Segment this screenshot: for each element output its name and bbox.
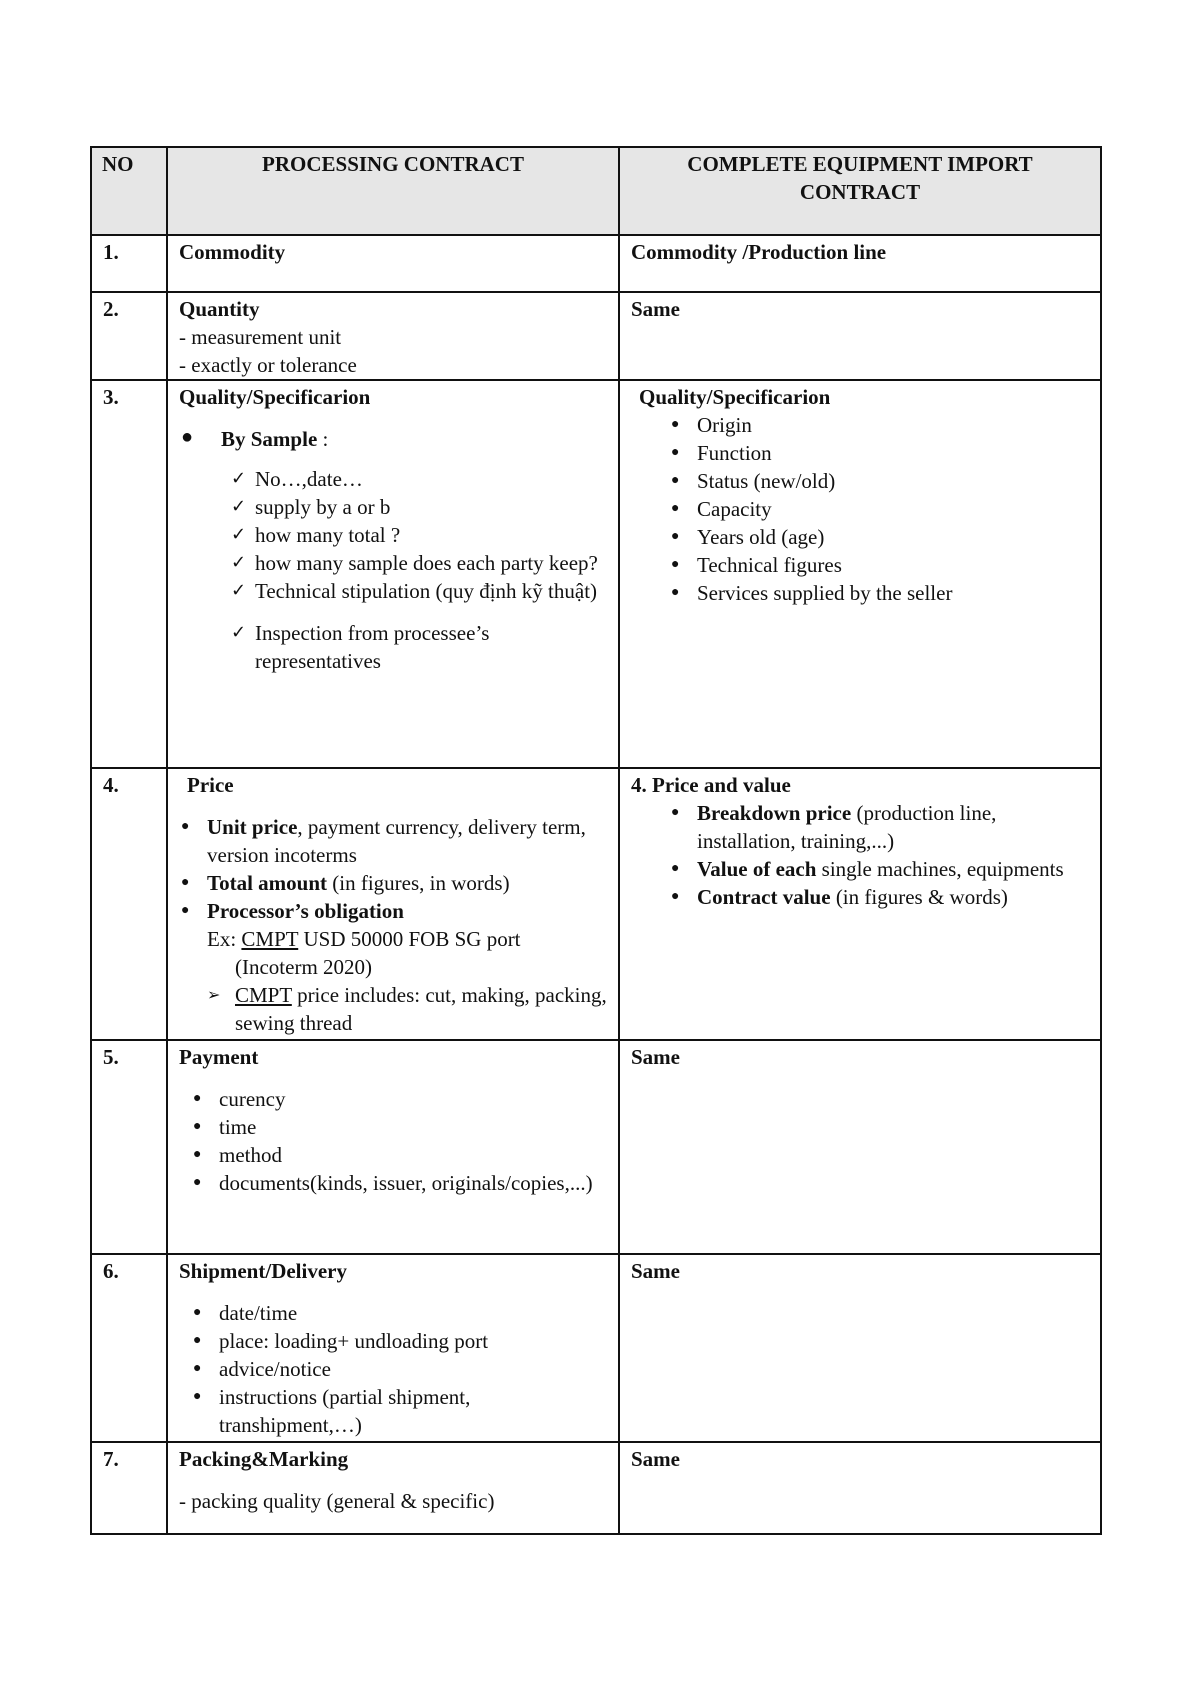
table-row	[91, 768, 1101, 1040]
row-number: 3.	[91, 380, 167, 768]
table-row	[91, 292, 1101, 380]
price-example	[179, 925, 607, 1037]
payment-list	[191, 1085, 607, 1197]
list-item: ✓ Technical stipulation (quy định kỹ thuật)	[231, 577, 607, 605]
list-item: ● Technical figures	[669, 551, 1089, 579]
quality-right-cell	[619, 380, 1101, 768]
table-row	[91, 380, 1101, 768]
price-cell	[167, 768, 619, 1040]
list-item: ● time	[191, 1113, 607, 1141]
row-number: 7.	[91, 1442, 167, 1534]
example-cmpt: CMPT	[241, 927, 299, 951]
by-sample-list	[179, 425, 607, 453]
list-item: ● Years old (age)	[669, 523, 1089, 551]
row-title-payment: Payment	[179, 1045, 259, 1069]
table-row	[91, 1254, 1101, 1442]
processor-obligation-label: Processor’s obligation	[207, 899, 404, 923]
list-item: ✓ supply by a or b	[231, 493, 607, 521]
list-item	[179, 425, 607, 453]
list-item	[669, 855, 1089, 883]
same-text: Same	[619, 1040, 1101, 1254]
row-title-quality: Quality/Specificarion	[179, 385, 371, 409]
list-item: ● date/time	[191, 1299, 607, 1327]
row-title-shipment: Shipment/Delivery	[179, 1259, 347, 1283]
price-right-cell	[619, 768, 1101, 1040]
list-item: ● documents(kinds, issuer, originals/copies,...)	[191, 1169, 607, 1197]
right-title-commodity: Commodity /Production line	[619, 235, 1101, 292]
list-item: ● Status (new/old)	[669, 467, 1089, 495]
row-number: 1.	[91, 235, 167, 292]
contract-value-text: (in figures & words)	[830, 885, 1008, 909]
list-item	[179, 897, 607, 925]
list-item: ● advice/notice	[191, 1355, 607, 1383]
example-prefix: Ex:	[207, 927, 242, 951]
list-item: ● Capacity	[669, 495, 1089, 523]
total-amount-text: (in figures, in words)	[327, 871, 510, 895]
row-title-price: Price	[187, 773, 234, 797]
breakdown-label: Breakdown price	[697, 801, 852, 825]
same-text: Same	[619, 292, 1101, 380]
example-text: USD 50000 FOB SG port	[298, 927, 521, 951]
example-continuation: (Incoterm 2020)	[235, 955, 373, 979]
row-title-commodity: Commodity	[167, 235, 619, 292]
list-item: ● Origin	[669, 411, 1089, 439]
list-item	[669, 799, 1089, 855]
list-item: ● Function	[669, 439, 1089, 467]
list-item: ✓ Inspection from processee’s representatives	[231, 619, 607, 675]
right-title-quality: Quality/Specificarion	[639, 385, 831, 409]
list-item: ● instructions (partial shipment, transhipment,…)	[191, 1383, 607, 1439]
unit-price-text: , payment currency, delivery term, version incoterms	[207, 815, 586, 867]
same-text: Same	[619, 1254, 1101, 1442]
shipment-cell	[167, 1254, 619, 1442]
header-row	[91, 147, 1101, 235]
total-amount-label: Total amount	[207, 871, 328, 895]
quality-cell	[167, 380, 619, 768]
example-line	[207, 925, 607, 953]
value-each-label: Value of each	[697, 857, 817, 881]
row-number: 5.	[91, 1040, 167, 1254]
arrow-cmpt: CMPT	[235, 983, 292, 1007]
header-no: NO	[91, 147, 167, 235]
payment-cell	[167, 1040, 619, 1254]
table-row	[91, 235, 1101, 292]
list-item: ● Services supplied by the seller	[669, 579, 1089, 607]
row-title-packing: Packing&Marking	[179, 1447, 349, 1471]
list-item: ● place: loading+ undloading port	[191, 1327, 607, 1355]
quantity-line: - measurement unit	[179, 325, 342, 349]
same-text: Same	[619, 1442, 1101, 1534]
arrow-text: price includes: cut, making, packing, sewing thread	[235, 983, 607, 1035]
list-item	[669, 883, 1089, 911]
unit-price-label: Unit price	[207, 815, 298, 839]
right-title-price-value: 4. Price and value	[631, 773, 791, 797]
quality-right-list	[669, 411, 1089, 607]
packing-line: - packing quality (general & specific)	[179, 1489, 495, 1513]
row-number: 2.	[91, 292, 167, 380]
packing-cell	[167, 1442, 619, 1534]
list-item	[179, 813, 607, 869]
list-item: ✓ No…,date…	[231, 465, 607, 493]
value-each-text: single machines, equipments	[816, 857, 1064, 881]
breakdown-text: (production line, installation, training,...)	[697, 801, 997, 853]
shipment-list	[191, 1299, 607, 1439]
sample-checklist	[231, 465, 607, 675]
price-list	[179, 813, 607, 925]
row-title-quantity: Quantity	[179, 297, 260, 321]
quantity-cell	[167, 292, 619, 380]
by-sample-label: By Sample	[221, 427, 318, 451]
list-item: ✓ how many sample does each party keep?	[231, 549, 607, 577]
by-sample-colon: :	[317, 427, 329, 451]
table-row	[91, 1040, 1101, 1254]
price-includes-list	[207, 981, 607, 1037]
contract-value-label: Contract value	[697, 885, 831, 909]
header-complete-equipment-import-contract: COMPLETE EQUIPMENT IMPORT CONTRACT	[619, 147, 1101, 235]
list-item	[207, 981, 607, 1037]
row-number: 6.	[91, 1254, 167, 1442]
price-value-list	[669, 799, 1089, 911]
row-number: 4.	[91, 768, 167, 1040]
header-processing-contract: PROCESSING CONTRACT	[167, 147, 619, 235]
contract-comparison-table	[90, 146, 1102, 1535]
list-item	[179, 869, 607, 897]
list-item: ● curency	[191, 1085, 607, 1113]
table-row	[91, 1442, 1101, 1534]
list-item: ● method	[191, 1141, 607, 1169]
list-item: ✓ how many total ?	[231, 521, 607, 549]
quantity-line: - exactly or tolerance	[179, 353, 357, 377]
